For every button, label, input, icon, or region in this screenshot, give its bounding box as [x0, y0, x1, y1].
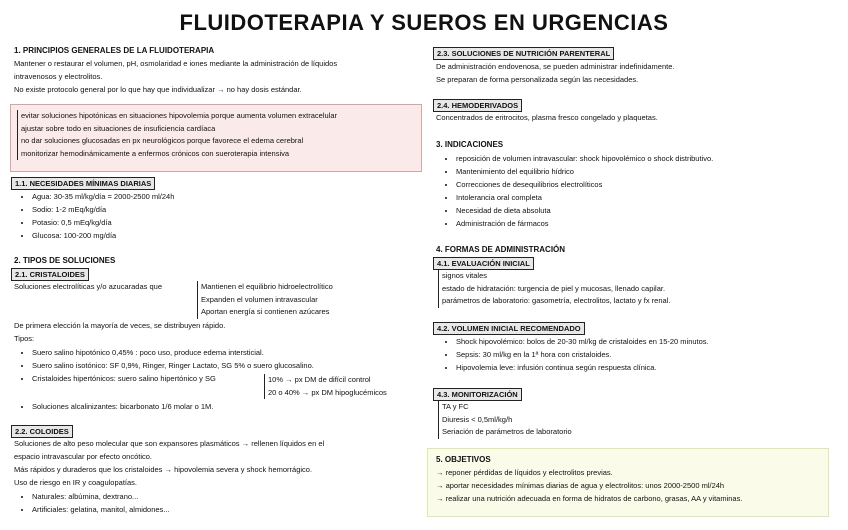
mon-item: TA y FC	[442, 402, 469, 411]
bracket-item: 20 o 40% → px DM hipoglucémicos	[268, 387, 387, 397]
objetivo-item: → reponer pérdidas de líquidos y electrolitos previas.	[436, 468, 613, 477]
section-2-1-heading: 2.1. CRISTALOIDES	[11, 268, 89, 281]
s1-line: No existe protocolo general por lo que hay que individualizar → no hay dosis estándar.	[14, 85, 302, 94]
warning-item: monitorizar hemodinámicamente a enfermos crónicos con sueroterapia intensiva	[21, 148, 290, 158]
s23-line: De administración endovenosa, se pueden administrar indefinidamente.	[436, 62, 675, 71]
monitorizacion-list	[438, 401, 572, 439]
warnings-list	[17, 110, 337, 160]
volumen-list	[438, 335, 709, 374]
bracket-item: Mantienen el equilibrio hidroelectrolítico	[201, 282, 333, 291]
coloides-line: Soluciones de alto peso molecular que son expansores plasmáticos → rellenen líquidos en el	[14, 439, 325, 448]
section-1-heading: 1. PRINCIPIOS GENERALES DE LA FLUIDOTERAPIA	[14, 46, 215, 55]
eval-item: signos vitales	[442, 271, 488, 280]
s23-line: Se preparan de forma personalizada según las necesidades.	[436, 75, 639, 84]
section-2-2-heading: 2.2. COLOIDES	[11, 425, 73, 438]
cristaloides-bracket	[197, 281, 333, 319]
s1-line: Mantener o restaurar el volumen, pH, osmolaridad e iones mediante la administración de líquidos	[14, 59, 338, 68]
section-4-heading: 4. FORMAS DE ADMINISTRACIÓN	[436, 245, 566, 254]
mon-item: Seriación de parámetros de laboratorio	[442, 427, 572, 436]
list-item: • Suero salino hipotónico 0,45% : poco uso, produce edema intersticial.	[32, 346, 314, 359]
objetivo-item: → aportar necesidades mínimas diarias de agua y electrolitos: unos 2000-2500 ml/24h	[436, 481, 725, 490]
section-2-3-heading: 2.3. SOLUCIONES DE NUTRICIÓN PARENTERAL	[433, 47, 614, 60]
section-4-3-heading: 4.3. MONITORIZACIÓN	[433, 388, 522, 401]
list-item: • Necesidad de dieta absoluta	[456, 204, 713, 217]
list-item: • Correcciones de desequilibrios electrolíticos	[456, 178, 713, 191]
section-4-2-heading: 4.2. VOLUMEN INICIAL RECOMENDADO	[433, 322, 585, 335]
list-item: • Soluciones alcalinizantes: bicarbonato 1/6 molar o 1M.	[32, 400, 213, 413]
warning-item: ajustar sobre todo en situaciones de insuficiencia cardíaca	[21, 123, 216, 133]
s24-line: Concentrados de eritrocitos, plasma fresco congelado y plaquetas.	[436, 113, 658, 122]
list-item: • Intolerancia oral completa	[456, 191, 713, 204]
list-item: • Agua: 30-35 ml/kg/día = 2000-2500 ml/24h	[32, 190, 174, 203]
list-item: • Artificiales: gelatina, manitol, almidones...	[32, 503, 170, 516]
list-item: • Hipovolemia leve: infusión continua según respuesta clínica.	[456, 361, 709, 374]
list-item: • Mantenimiento del equilibrio hídrico	[456, 165, 713, 178]
bracket-item: Expanden el volumen intravascular	[201, 294, 318, 304]
cristaloides-line: De primera elección la mayoría de veces, se distribuyen rápido.	[14, 321, 226, 330]
coloides-line: Más rápidos y duraderos que los cristaloides → hipovolemia severa y shock hemorrágico.	[14, 465, 313, 474]
bracket-item: Aportan energía si contienen azúcares	[201, 307, 330, 316]
necesidades-list	[14, 190, 174, 242]
list-item: • Glucosa: 100-200 mg/día	[32, 229, 174, 242]
bracket-item: 10% → px DM de difícil control	[268, 375, 371, 384]
objetivo-item: → realizar una nutrición adecuada en forma de hidratos de carbono, grasas, AA y vitaminas.	[436, 494, 743, 503]
warning-item: evitar soluciones hipotónicas en situaciones hipovolemia porque aumenta volumen extracelular	[21, 111, 338, 120]
alcal-list	[14, 400, 213, 413]
cristaloides-lead: Soluciones electrolíticas y/o azucaradas que	[14, 282, 163, 291]
section-1-1-heading: 1.1. NECESIDADES MÍNIMAS DIARIAS	[11, 177, 155, 190]
coloides-line: espacio intravascular por efecto oncótico.	[14, 452, 152, 461]
list-item: • Shock hipovolémico: bolos de 20-30 ml/kg de cristaloides en 15-20 minutos.	[456, 335, 709, 348]
section-3-heading: 3. INDICACIONES	[436, 140, 504, 149]
list-item: • Potasio: 0,5 mEq/kg/día	[32, 216, 174, 229]
section-2-heading: 2. TIPOS DE SOLUCIONES	[14, 256, 116, 265]
warning-item: no dar soluciones glucosadas en px neurológicos porque favorece el edema cerebral	[21, 136, 304, 145]
list-item: • reposición de volumen intravascular: shock hipovolémico o shock distributivo.	[456, 152, 713, 165]
section-4-1-heading: 4.1. EVALUACIÓN INICIAL	[433, 257, 534, 270]
hiper-bracket	[264, 374, 387, 399]
eval-list	[438, 270, 670, 308]
section-2-4-heading: 2.4. HEMODERIVADOS	[433, 99, 522, 112]
list-item: • Suero salino isotónico: SF 0,9%, Ringer, Ringer Lactato, SG 5% o suero glucosalino.	[32, 359, 314, 372]
eval-item: parámetros de laboratorio: gasometría, electrolitos, lactato y fx renal.	[442, 296, 671, 305]
tipos-label: Tipos:	[14, 334, 35, 343]
mon-item: Diuresis < 0,5ml/kg/h	[442, 414, 513, 424]
list-item: • Naturales: albúmina, dextrano...	[32, 490, 170, 503]
list-item: • Sepsis: 30 ml/kg en la 1ª hora con cristaloides.	[456, 348, 709, 361]
s1-line: intravenosos y electrolitos.	[14, 72, 103, 81]
coloides-line: Uso de riesgo en IR y coagulopatías.	[14, 478, 137, 487]
list-item: • Cristaloides hipertónicos: suero salino hipertónico y SG	[32, 372, 314, 385]
section-5-heading: 5. OBJETIVOS	[436, 455, 491, 464]
indicaciones-list	[438, 152, 713, 230]
list-item: • Sodio: 1-2 mEq/kg/día	[32, 203, 174, 216]
eval-item: estado de hidratación: turgencia de piel y mucosas, llenado capilar.	[442, 283, 666, 293]
coloides-list	[14, 490, 170, 516]
page-title: FLUIDOTERAPIA Y SUEROS EN URGENCIAS	[179, 10, 669, 35]
list-item: • Administración de fármacos	[456, 217, 713, 230]
